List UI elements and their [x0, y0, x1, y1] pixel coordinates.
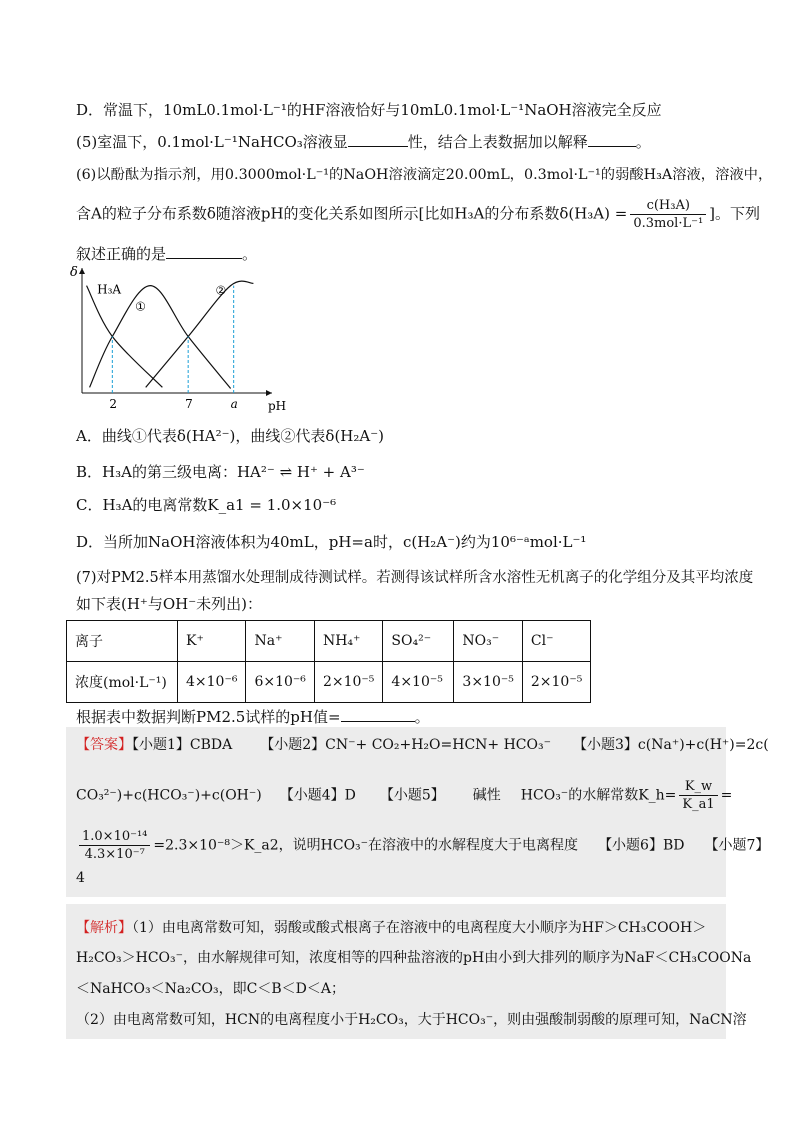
- q5-blank-2[interactable]: [588, 132, 636, 147]
- answer-q5-explain: =2.3×10⁻⁸＞K_a2，说明HCO₃⁻在溶液中的水解程度大于电离程度: [153, 837, 579, 854]
- q7-line-1: (7)对PM2.5样本用蒸馏水处理制成待测试样。若测得该试样所含水溶性无机离子的化学组分及其平均浓度: [76, 570, 754, 586]
- q6-line2-end: ]。下列: [709, 204, 761, 223]
- q6-option-a: A．曲线①代表δ(HA²⁻)，曲线②代表δ(H₂A⁻): [76, 427, 384, 445]
- kh-den: K_a1: [682, 797, 715, 812]
- answer-q5: 【小题5】: [379, 787, 445, 804]
- curve-label: ①: [135, 299, 146, 314]
- q6-line2-pre: 含A的粒子分布系数δ随溶液pH的变化关系如图所示[比如: [76, 204, 455, 223]
- table-cell: 2×10⁻⁵: [314, 662, 382, 703]
- answer-line-1: [76, 735, 769, 755]
- q6-option-b: B．H₃A的第三级电离：HA²⁻ ⇌ H⁺ + A³⁻: [76, 463, 365, 481]
- analysis-line-2: H₂CO₃＞HCO₃⁻，由水解规律可知，浓度相等的四种盐溶液的pH由小到大排列的顺序为NaF＜CH₃COONa: [76, 950, 752, 966]
- q6-option-d: D．当所加NaOH溶液体积为40mL，pH=a时，c(H₂A⁻)约为10⁶⁻ᵃmol·L⁻¹: [76, 533, 587, 551]
- table-cell: 6×10⁻⁶: [246, 662, 314, 703]
- curve-label: H₃A: [97, 282, 122, 297]
- table-header-cell: NO₃⁻: [454, 621, 522, 662]
- distribution-chart: [60, 262, 300, 418]
- y-axis-arrow: [79, 268, 85, 274]
- answer-q3: 【小题3】c(Na⁺)+c(H⁺)=2c(: [573, 737, 769, 753]
- answer-q6: 【小题6】BD: [598, 837, 685, 854]
- x-axis-arrow: [266, 390, 272, 396]
- series-line-3: [146, 281, 254, 387]
- ion-concentration-table: [66, 620, 591, 703]
- answer-q7: 【小题7】: [704, 837, 770, 854]
- answer-tag: 【答案】: [76, 737, 132, 753]
- x-tick-label: a: [230, 397, 238, 411]
- analysis-l1: （1）由电离常数可知，弱酸或酸式根离子在溶液中的电离程度大小顺序为HF＞CH₃COOH＞: [132, 920, 707, 936]
- q5-end: 。: [635, 133, 651, 151]
- answer-q3-cont: CO₃²⁻)+c(HCO₃⁻)+c(OH⁻): [76, 787, 262, 804]
- table-cell: 4×10⁻⁶: [178, 662, 246, 703]
- q7-judge-end: 。: [414, 708, 430, 726]
- q6-line3-end: 。: [242, 245, 258, 263]
- kh-value-num: 1.0×10⁻¹⁴: [79, 828, 150, 846]
- series-line-2: [90, 283, 231, 389]
- q6-line-3: [76, 244, 257, 264]
- analysis-tag: 【解析】: [76, 920, 132, 936]
- q7-judge: [76, 707, 430, 727]
- kh-value-den: 4.3×10⁻⁷: [84, 847, 145, 862]
- curve-label: ②: [215, 283, 227, 298]
- table-header-row: [67, 621, 591, 662]
- q5-pre: (5)室温下，0.1mol·L⁻¹NaHCO₃溶液显: [76, 133, 348, 151]
- analysis-line-1: [76, 918, 706, 938]
- table-cell: 3×10⁻⁵: [454, 662, 522, 703]
- q5-mid: 性，结合上表数据加以解释: [407, 133, 588, 151]
- table-header-cell: K⁺: [178, 621, 246, 662]
- x-tick-label: 2: [109, 397, 117, 411]
- q6-option-c: C．H₃A的电离常数K_a1 = 1.0×10⁻⁶: [76, 496, 337, 514]
- q6-line3: 叙述正确的是: [76, 245, 167, 263]
- answer-line-4: 4: [76, 870, 85, 886]
- table-header-cell: 离子: [67, 621, 178, 662]
- analysis-line-4: （2）由电离常数可知，HCN的电离程度小于H₂CO₃，大于HCO₃⁻，则由强酸制弱酸的原理可知，NaCN溶: [76, 1012, 747, 1028]
- answer-q4: 【小题4】D: [279, 787, 356, 804]
- q6-line2-mid: H₃A的分布系数δ(H₃A) =: [454, 204, 628, 223]
- table-row: [67, 662, 591, 703]
- table-cell: 2×10⁻⁵: [522, 662, 590, 703]
- q6-frac-den: 0.3mol·L⁻¹: [633, 216, 704, 231]
- x-tick-label: 7: [185, 397, 193, 411]
- kh-value-fraction: [79, 828, 150, 863]
- kh-fraction: [679, 778, 717, 813]
- q5-text: [76, 132, 651, 152]
- answer-kh-eq: =: [720, 787, 733, 804]
- kh-num: K_w: [679, 778, 717, 796]
- y-axis-label: δ: [70, 265, 78, 280]
- q6-distribution-fraction: [630, 197, 706, 232]
- q7-judge-text: 根据表中数据判断PM2.5试样的pH值=: [76, 708, 341, 726]
- q6-blank[interactable]: [166, 244, 242, 259]
- table-cell: 4×10⁻⁵: [383, 662, 454, 703]
- q7-line-2: 如下表(H⁺与OH⁻未列出)：: [76, 595, 262, 613]
- q6-line-1: (6)以酚酞为指示剂，用0.3000mol·L⁻¹的NaOH溶液滴定20.00mL，0.3mol·L⁻¹的弱酸H₃A溶液，溶液中，: [76, 167, 773, 183]
- answer-kh-label: HCO₃⁻的水解常数K_h=: [520, 787, 677, 804]
- analysis-line-3: ＜NaHCO₃＜Na₂CO₃，即C＜B＜D＜A；: [76, 981, 345, 997]
- q5-blank-1[interactable]: [348, 132, 408, 147]
- answer-q1: 【小题1】CBDA: [132, 737, 233, 753]
- answer-q2: 【小题2】CN⁻+ CO₂+H₂O=HCN+ HCO₃⁻: [260, 737, 552, 753]
- x-axis-label: pH: [268, 399, 287, 413]
- table-row-label: 浓度(mol·L⁻¹): [67, 662, 178, 703]
- table-header-cell: NH₄⁺: [314, 621, 382, 662]
- q6-frac-num: c(H₃A): [630, 197, 706, 215]
- answer-q5-basic: 碱性: [472, 787, 501, 804]
- table-header-cell: Na⁺: [246, 621, 314, 662]
- table-header-cell: Cl⁻: [522, 621, 590, 662]
- answer-line-2: [76, 778, 732, 813]
- q4-option-d: D．常温下，10mL0.1mol·L⁻¹的HF溶液恰好与10mL0.1mol·L⁻¹NaOH溶液完全反应: [76, 101, 662, 119]
- q6-line-2: [76, 197, 760, 232]
- q7-blank[interactable]: [341, 707, 415, 722]
- series-line-1: [87, 286, 163, 388]
- table-header-cell: SO₄²⁻: [383, 621, 454, 662]
- answer-line-3: [76, 828, 769, 863]
